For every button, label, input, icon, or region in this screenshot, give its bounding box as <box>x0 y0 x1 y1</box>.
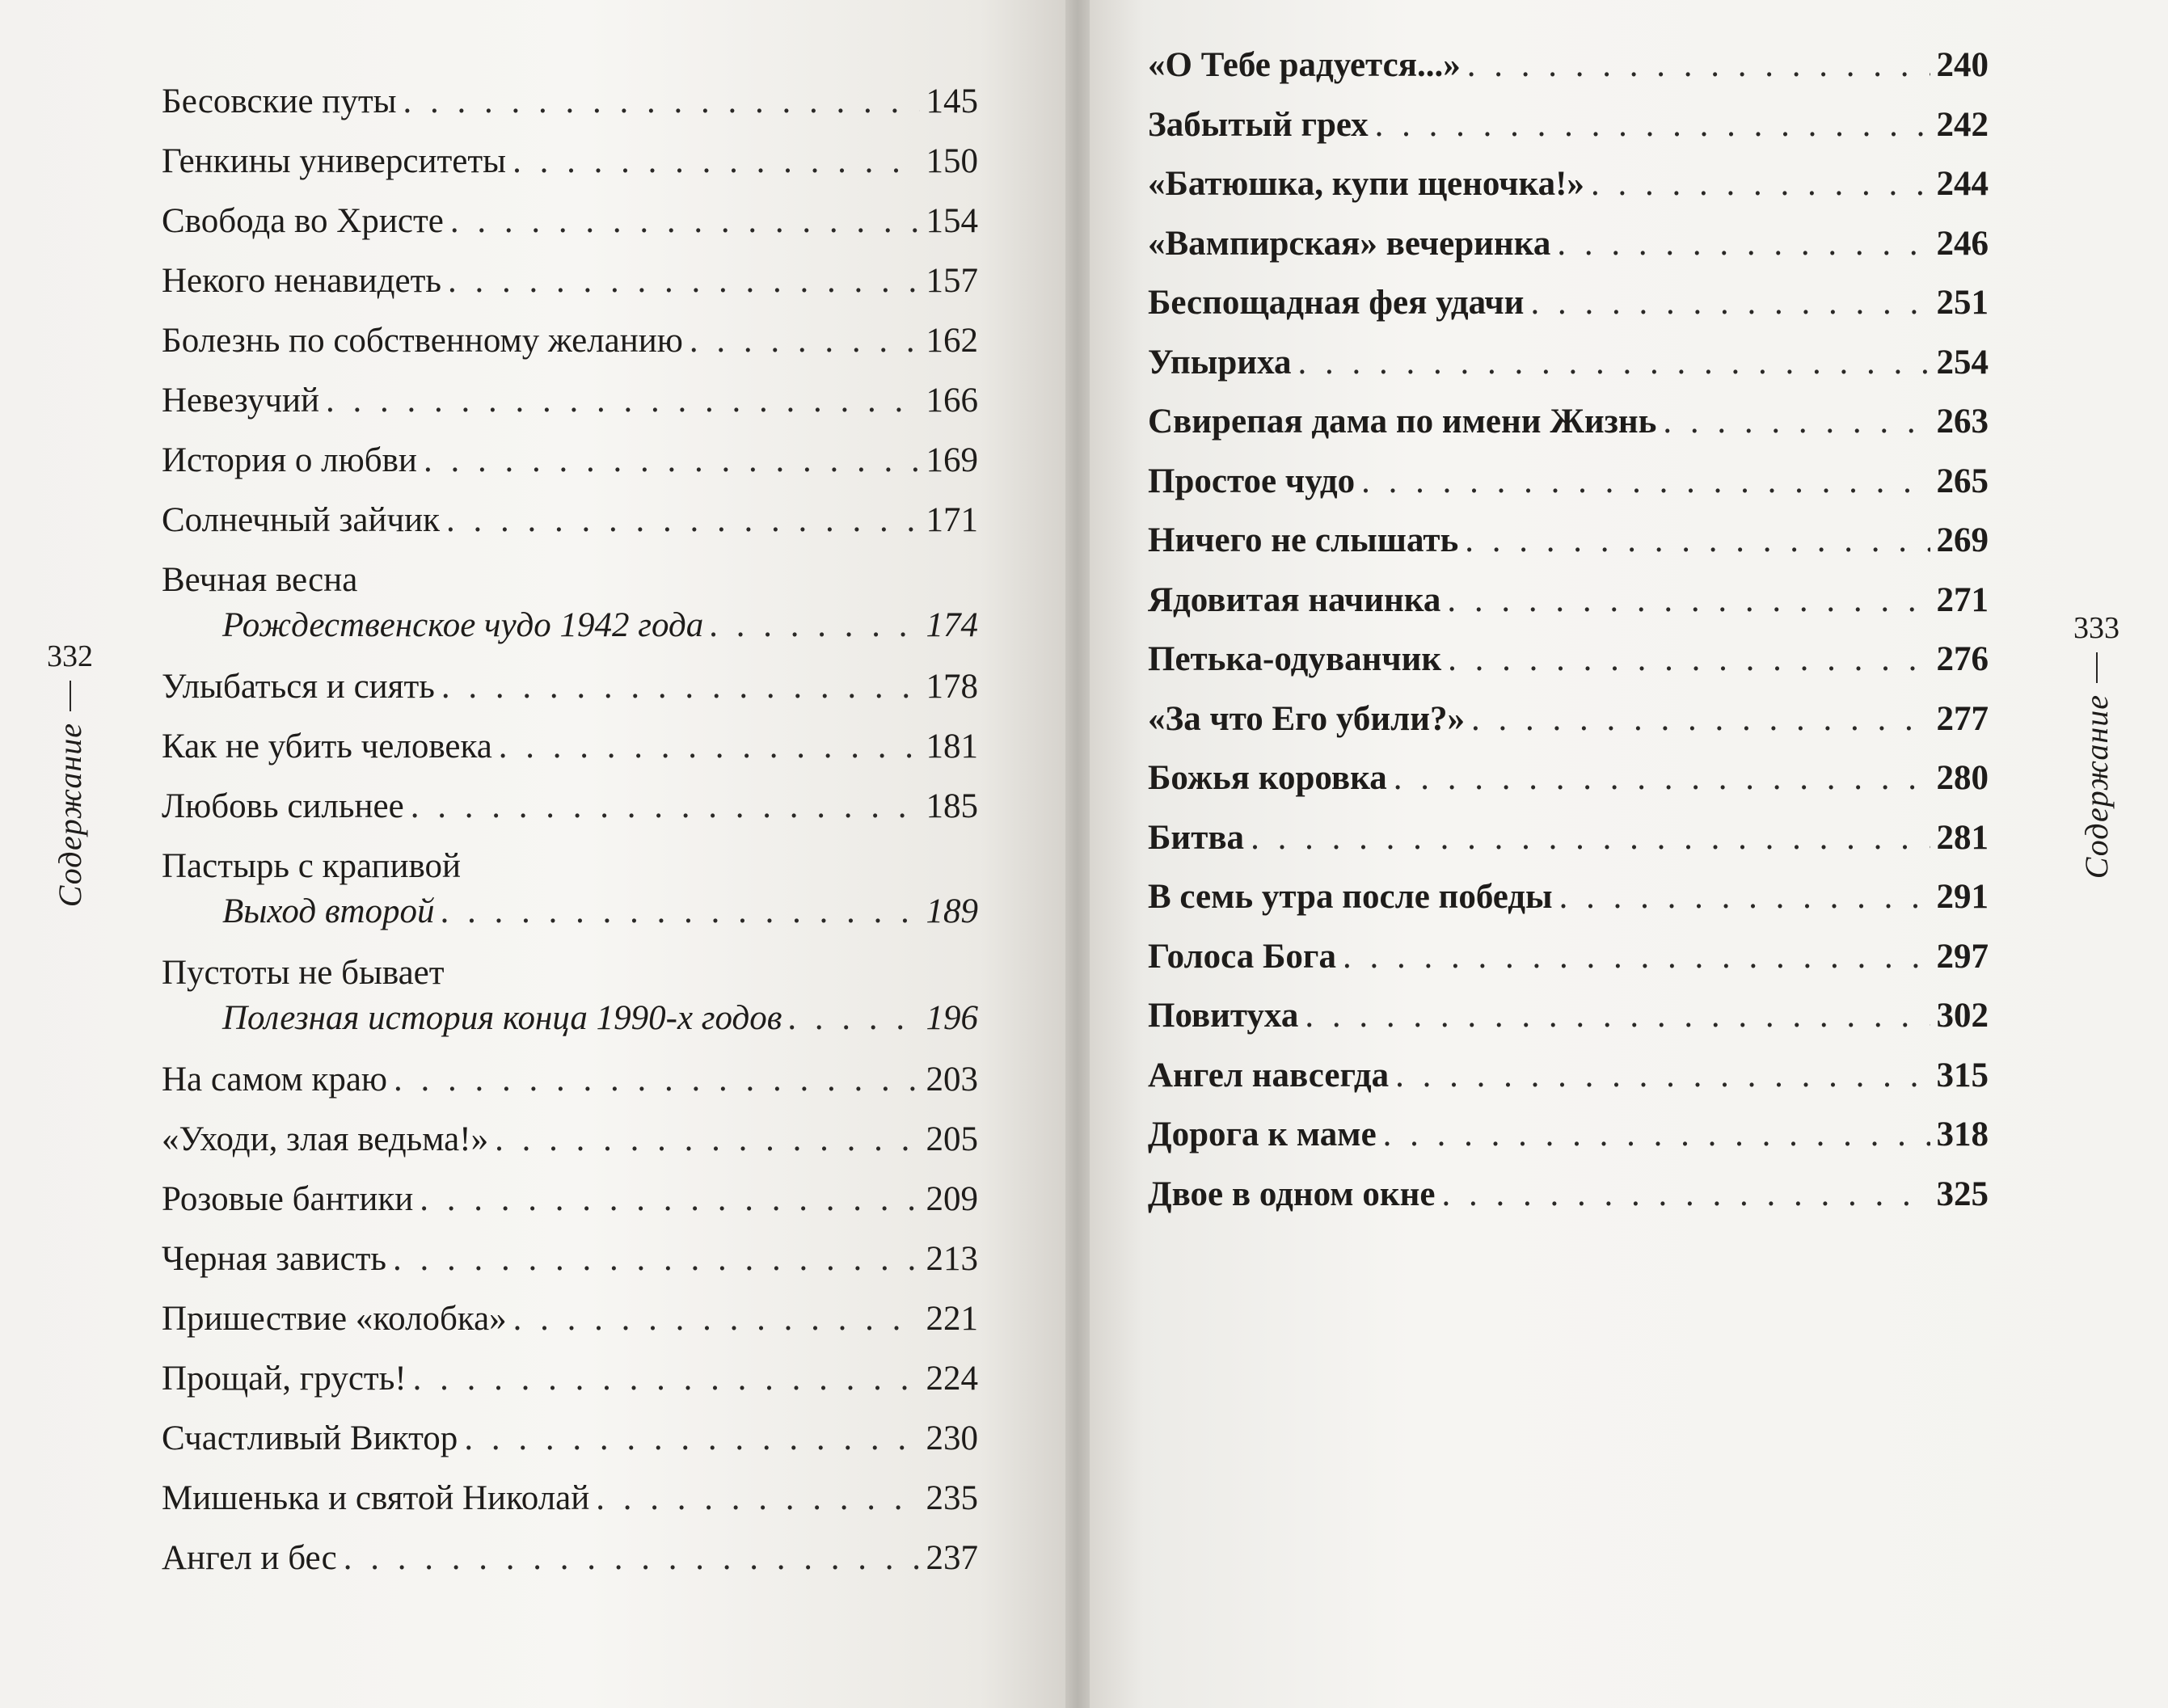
entry-title: Свирепая дама по имени Жизнь <box>1148 403 1657 441</box>
toc-entry[interactable] <box>1148 520 1989 580</box>
entry-title: Ничего не слышать <box>1148 521 1459 559</box>
right-page <box>1090 0 2168 1708</box>
dot-leader <box>394 1059 919 1101</box>
entry-title: Свобода во Христе <box>162 202 444 240</box>
entry-page-number: 281 <box>1936 818 1989 857</box>
toc-entry[interactable] <box>162 726 978 786</box>
divider <box>70 681 71 711</box>
entry-page-number: 169 <box>926 441 978 479</box>
entry-page-number: 244 <box>1936 165 1989 203</box>
table-of-contents-left <box>162 81 978 1597</box>
entry-title: «Батюшка, купи щеночка!» <box>1148 165 1584 203</box>
toc-entry[interactable] <box>162 260 978 320</box>
dot-leader <box>788 997 919 1040</box>
entry-title: «Вампирская» вечеринка <box>1148 224 1551 263</box>
entry-title: Болезнь по собственному желанию <box>162 322 683 360</box>
toc-entry[interactable] <box>1148 1055 1989 1115</box>
entry-title: Петька-одуванчик <box>1148 640 1442 678</box>
entry-page-number: 254 <box>1936 343 1989 382</box>
entry-title: Ангел и бес <box>162 1539 337 1577</box>
dot-leader <box>393 1238 919 1280</box>
entry-title: Голоса Бога <box>1148 937 1336 976</box>
entry-page-number: 162 <box>926 322 978 360</box>
entry-page-number: 154 <box>926 202 978 240</box>
dot-leader <box>450 200 920 242</box>
toc-entry[interactable] <box>1148 580 1989 639</box>
dot-leader <box>413 1358 920 1400</box>
toc-entry[interactable] <box>162 666 978 726</box>
entry-subtitle: Рождественское чудо 1942 года <box>222 606 704 644</box>
entry-page-number: 230 <box>926 1419 978 1457</box>
entry-page-number: 157 <box>926 262 978 300</box>
toc-entry[interactable] <box>1148 639 1989 698</box>
entry-page-number: 235 <box>926 1479 978 1517</box>
entry-title: Забытый грех <box>1148 105 1369 144</box>
entry-title: Счастливый Виктор <box>162 1419 458 1457</box>
toc-entry[interactable] <box>1148 817 1989 877</box>
entry-page-number: 166 <box>926 382 978 420</box>
toc-entry[interactable] <box>1148 876 1989 936</box>
dot-leader <box>1394 757 1930 799</box>
entry-subtitle-line <box>162 997 978 1040</box>
entry-page-number: 189 <box>926 892 978 930</box>
toc-entry[interactable] <box>162 786 978 846</box>
toc-entry[interactable] <box>162 500 978 559</box>
toc-entry[interactable] <box>1148 282 1989 342</box>
entry-page-number: 178 <box>926 668 978 706</box>
dot-leader <box>1305 995 1930 1037</box>
dot-leader <box>344 1537 920 1579</box>
entry-title: Божья коровка <box>1148 759 1387 797</box>
dot-leader <box>326 380 919 422</box>
toc-entry[interactable] <box>1148 163 1989 223</box>
left-page <box>0 0 1065 1708</box>
running-head-title: Содержание <box>2078 694 2115 879</box>
toc-entry[interactable] <box>162 320 978 380</box>
entry-page-number: 297 <box>1936 937 1989 976</box>
dot-leader <box>464 1418 919 1460</box>
entry-page-number: 203 <box>926 1061 978 1099</box>
entry-title: Бесовские путы <box>162 82 397 120</box>
dot-leader <box>512 141 919 183</box>
dot-leader <box>1448 639 1930 681</box>
entry-page-number: 145 <box>926 82 978 120</box>
entry-page-number: 181 <box>926 727 978 765</box>
dot-leader <box>1343 936 1930 978</box>
entry-page-number: 251 <box>1936 284 1989 322</box>
toc-entry[interactable] <box>162 1059 978 1119</box>
toc-entry[interactable] <box>1148 104 1989 164</box>
entry-page-number: 196 <box>926 999 978 1037</box>
dot-leader <box>1361 461 1930 503</box>
dot-leader <box>1530 282 1930 324</box>
entry-page-number: 242 <box>1936 105 1989 144</box>
toc-entry[interactable] <box>162 1298 978 1358</box>
entry-page-number: 291 <box>1936 878 1989 916</box>
toc-entry[interactable] <box>162 1179 978 1238</box>
dot-leader <box>710 605 919 647</box>
toc-entry[interactable] <box>162 380 978 440</box>
entry-page-number: 171 <box>926 501 978 539</box>
toc-entry[interactable] <box>1148 1114 1989 1174</box>
left-running-head <box>47 639 93 907</box>
toc-entry[interactable] <box>1148 342 1989 402</box>
entry-page-number: 315 <box>1936 1056 1989 1094</box>
dot-leader <box>1591 163 1930 205</box>
toc-entry[interactable] <box>162 200 978 260</box>
entry-subtitle: Выход второй <box>222 892 435 930</box>
entry-subtitle: Полезная история конца 1990-х годов <box>222 999 782 1037</box>
entry-page-number: 185 <box>926 787 978 825</box>
toc-entry[interactable] <box>1148 936 1989 996</box>
entry-title: На самом краю <box>162 1061 388 1099</box>
dot-leader <box>446 500 920 542</box>
toc-entry[interactable] <box>162 141 978 200</box>
entry-title: Пастырь с крапивой <box>162 847 462 885</box>
entry-title: Любовь сильнее <box>162 787 404 825</box>
entry-title: Упыриха <box>1148 343 1292 382</box>
entry-page-number: 318 <box>1936 1115 1989 1153</box>
dot-leader <box>690 320 920 362</box>
toc-entry[interactable] <box>162 1537 978 1597</box>
dot-leader <box>1471 698 1930 740</box>
toc-entry[interactable] <box>162 1478 978 1537</box>
entry-title: Двое в одном окне <box>1148 1175 1436 1213</box>
dot-leader <box>1447 580 1930 622</box>
running-head-title: Содержание <box>52 723 88 908</box>
entry-title: Розовые бантики <box>162 1180 414 1218</box>
toc-entry[interactable] <box>162 559 978 666</box>
dot-leader <box>1251 817 1930 859</box>
toc-entry[interactable] <box>162 1238 978 1298</box>
dot-leader <box>448 260 919 302</box>
entry-title: Простое чудо <box>1148 462 1356 500</box>
book-gutter <box>1065 0 1090 1708</box>
divider <box>2096 652 2098 683</box>
dot-leader <box>495 1119 919 1161</box>
entry-page-number: 277 <box>1936 699 1989 738</box>
dot-leader <box>1375 104 1930 146</box>
toc-entry[interactable] <box>162 952 978 1059</box>
toc-entry[interactable] <box>1148 757 1989 817</box>
page-number: 332 <box>47 639 93 673</box>
entry-title: «Уходи, злая ведьма!» <box>162 1120 489 1158</box>
entry-title: Некого ненавидеть <box>162 262 442 300</box>
entry-page-number: 224 <box>926 1360 978 1398</box>
entry-title: «За что Его убили?» <box>1148 699 1465 738</box>
dot-leader <box>1441 1174 1930 1216</box>
entry-page-number: 150 <box>926 142 978 180</box>
toc-entry[interactable] <box>162 1358 978 1418</box>
dot-leader <box>1383 1114 1930 1156</box>
dot-leader <box>420 1179 919 1221</box>
entry-title: Пустоты не бывает <box>162 954 445 992</box>
dot-leader <box>1557 223 1930 265</box>
dot-leader <box>1395 1055 1930 1097</box>
entry-page-number: 246 <box>1936 224 1989 263</box>
entry-page-number: 240 <box>1936 46 1989 84</box>
entry-title: Прощай, грусть! <box>162 1360 407 1398</box>
entry-title: Вечная весна <box>162 561 358 599</box>
toc-entry[interactable] <box>1148 401 1989 461</box>
dot-leader <box>1559 876 1930 918</box>
toc-entry[interactable] <box>1148 995 1989 1055</box>
entry-page-number: 237 <box>926 1539 978 1577</box>
entry-title: Генкины университеты <box>162 142 507 180</box>
dot-leader <box>1663 401 1930 443</box>
dot-leader <box>499 726 920 768</box>
page-number: 333 <box>2073 611 2119 645</box>
entry-page-number: 302 <box>1936 997 1989 1035</box>
toc-entry[interactable] <box>1148 698 1989 758</box>
toc-entry[interactable] <box>162 1418 978 1478</box>
entry-title: «О Тебе радуется...» <box>1148 46 1461 84</box>
entry-title: Как не убить человека <box>162 727 492 765</box>
entry-page-number: 325 <box>1936 1175 1989 1213</box>
entry-page-number: 205 <box>926 1120 978 1158</box>
right-running-head <box>2073 610 2119 879</box>
toc-entry[interactable] <box>1148 44 1989 104</box>
entry-title: Ядовитая начинка <box>1148 580 1441 619</box>
entry-title: Беспощадная фея удачи <box>1148 284 1525 322</box>
dot-leader <box>596 1478 919 1520</box>
entry-title: Дорога к маме <box>1148 1115 1377 1153</box>
toc-entry[interactable] <box>162 440 978 500</box>
toc-entry[interactable] <box>1148 1174 1989 1234</box>
entry-page-number: 174 <box>926 606 978 644</box>
dot-leader <box>1467 44 1930 86</box>
toc-entry[interactable] <box>1148 223 1989 283</box>
entry-page-number: 265 <box>1936 462 1989 500</box>
entry-page-number: 263 <box>1936 403 1989 441</box>
entry-page-number: 213 <box>926 1240 978 1278</box>
dot-leader <box>411 786 920 828</box>
entry-page-number: 280 <box>1936 759 1989 797</box>
entry-subtitle-line <box>162 891 978 933</box>
entry-title: Пришествие «колобка» <box>162 1300 507 1338</box>
entry-page-number: 271 <box>1936 580 1989 619</box>
entry-title: Улыбаться и сиять <box>162 668 435 706</box>
dot-leader <box>1298 342 1930 384</box>
entry-title: История о любви <box>162 441 417 479</box>
entry-title: Мишенька и святой Николай <box>162 1479 590 1517</box>
entry-title: Повитуха <box>1148 997 1299 1035</box>
entry-title: В семь утра после победы <box>1148 878 1553 916</box>
entry-page-number: 221 <box>926 1300 978 1338</box>
toc-entry[interactable] <box>162 846 978 952</box>
entry-subtitle-line <box>162 605 978 647</box>
dot-leader <box>424 440 920 482</box>
table-of-contents-right <box>1148 44 1989 1233</box>
dot-leader <box>441 666 920 708</box>
toc-entry[interactable] <box>162 81 978 141</box>
dot-leader <box>1465 520 1930 562</box>
dot-leader <box>441 891 920 933</box>
entry-title: Битва <box>1148 818 1245 857</box>
toc-entry[interactable] <box>1148 461 1989 521</box>
entry-title: Солнечный зайчик <box>162 501 440 539</box>
entry-page-number: 276 <box>1936 640 1989 678</box>
entry-title: Невезучий <box>162 382 320 420</box>
dot-leader <box>403 81 920 123</box>
entry-page-number: 269 <box>1936 521 1989 559</box>
toc-entry[interactable] <box>162 1119 978 1179</box>
entry-title: Черная зависть <box>162 1240 387 1278</box>
entry-title: Ангел навсегда <box>1148 1056 1390 1094</box>
dot-leader <box>513 1298 920 1340</box>
entry-page-number: 209 <box>926 1180 978 1218</box>
